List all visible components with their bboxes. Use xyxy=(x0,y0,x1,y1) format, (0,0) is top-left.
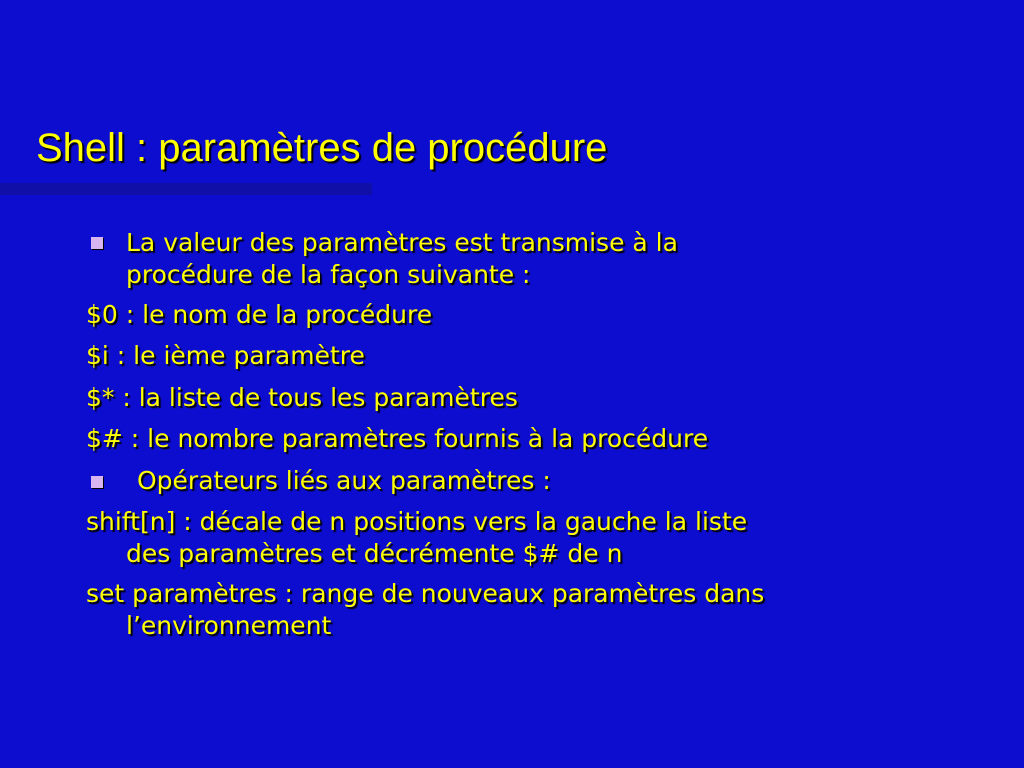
title-underline xyxy=(0,183,372,195)
set-line: set paramètres : range de nouveaux paramètres dans xyxy=(86,579,765,608)
shift-line: shift[n] : décale de n positions vers la gauche la liste xyxy=(86,507,748,536)
param-hash-line: $# : le nombre paramètres fournis à la procédure xyxy=(86,424,709,453)
set-line-continued: l’environnement xyxy=(126,611,332,640)
param-i-line: $i : le ième paramètre xyxy=(86,341,365,370)
bullet-text-line-continued: procédure de la façon suivante : xyxy=(126,260,531,289)
bullet-text-line: La valeur des paramètres est transmise à la xyxy=(126,228,678,257)
param-star-line: $* : la liste de tous les paramètres xyxy=(86,383,518,412)
slide-title: Shell : paramètres de procédure xyxy=(36,126,608,170)
bullet-text-line: Opérateurs liés aux paramètres : xyxy=(137,466,551,495)
param-0-line: $0 : le nom de la procédure xyxy=(86,300,433,329)
bullet-square-icon xyxy=(91,237,103,249)
shift-line-continued: des paramètres et décrémente $# de n xyxy=(126,539,623,568)
bullet-square-icon xyxy=(91,476,103,488)
